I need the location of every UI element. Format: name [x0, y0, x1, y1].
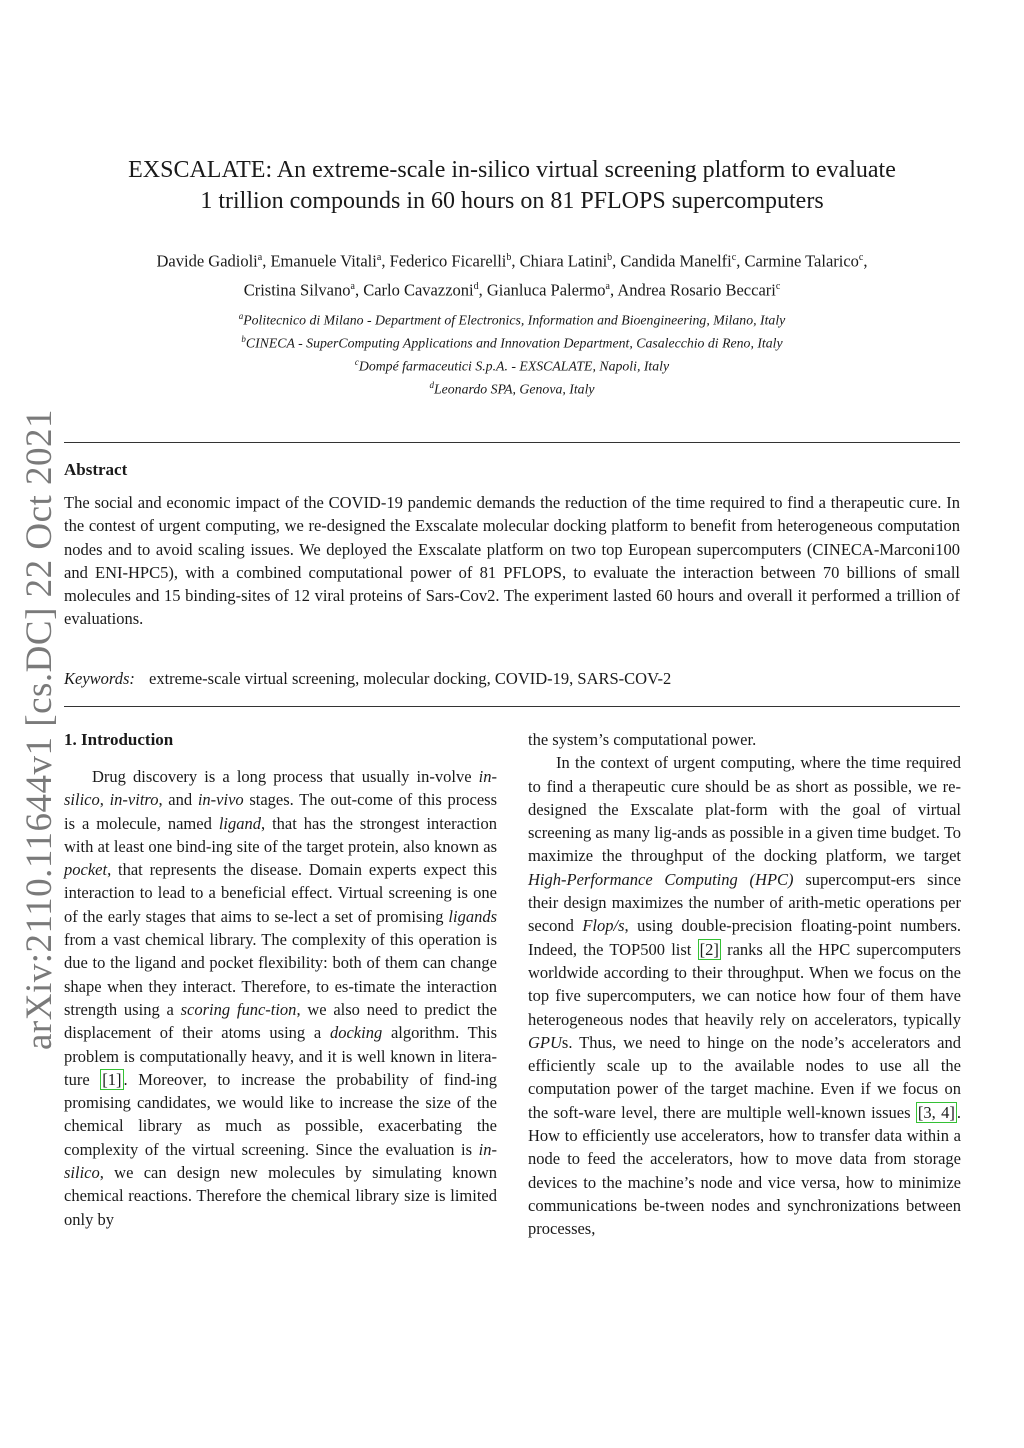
abstract-body: The social and economic impact of the COVID-19 pandemic demands the reduction of the time required to find a therapeutic cure. In the contest of urgent computing, we re-designed the Exscalate molecular docking platform to benefit from heterogeneous computation nodes and to avoid scaling issues. We deployed the Exscalate platform on two top European supercomputers (CINECA-Marconi100 and ENI-HPC5), with a combined computational power of 81 PFLOPS, to evaluate the interaction between 70 billions of small molecules and 15 binding-sites of 12 viral proteins of Sars-Cov2. The experiment lasted 60 hours and overall it performed a trillion of evaluations. — [64, 493, 960, 629]
author: Andrea Rosario Beccari — [617, 280, 776, 299]
paper-title — [64, 155, 960, 217]
abstract-top-rule — [64, 442, 960, 443]
intro-paragraph-1-continued: the system’s computational power. — [528, 730, 757, 749]
right-column — [528, 728, 961, 1241]
author: Federico Ficarelli — [389, 251, 507, 271]
author: Carlo Cavazzoni — [363, 280, 474, 299]
abstract-bottom-rule — [64, 706, 960, 707]
arxiv-identifier-stamp: arXiv:2110.11644v1 [cs.DC] 22 Oct 2021 — [19, 408, 60, 1050]
author: Davide Gadioli — [156, 251, 258, 271]
left-column — [64, 728, 497, 1231]
title-line-2: 1 trillion compounds in 60 hours on 81 PFLOPS supercomputers — [200, 188, 824, 214]
author-list — [56, 245, 968, 302]
author: Candida Manelfi — [620, 251, 732, 271]
title-line-1: EXSCALATE: An extreme-scale in-silico virtual screening platform to evaluate — [128, 157, 896, 183]
affiliation-list — [64, 307, 960, 399]
author: Emanuele Vitali — [270, 251, 377, 271]
section-heading-introduction: 1. Introduction — [64, 730, 174, 749]
keywords-label: Keywords: — [64, 669, 135, 688]
author-line-1: Davide Gadioli$^a$, Emanuele Vitali$^a$, Federico Ficarelli$^b$, Chiara Latini$^b$, Candida Manelfi$^c$, Carmine Talarico$^c$, — [156, 251, 868, 271]
keywords — [64, 667, 960, 690]
abstract-heading: Abstract — [64, 460, 128, 479]
intro-paragraph-1: Drug discovery is a long process that usually in-volve in-silico, in-vitro, and in-vivo stages. The out-come of this process is a molecule, named ligand, that has the strongest interaction with at least one bind-ing site of the target protein, also known as pocket, that represents the disease. Domain experts expect this interaction to lead to a beneficial effect. Virtual screening is one of the early stages that aims to se-lect a set of promising ligands from a vast chemical library. The complexity of this operation is due to the ligand and pocket flexibility: both of them can change shape when they interact. Therefore, to es-timate the interaction strength using a scoring func-tion, we also need to predict the displacement of their atoms using a docking algorithm. This problem is computationally heavy, and it is well known in litera-ture [1] . Moreover, to increase the probability of find-ing promising candidates, we would like to increase the size of the chemical library as much as possible, exacerbating the complexity of the virtual screening. Since the evaluation is in-silico, we can design new molecules by simulating known chemical reactions. Therefore the chemical library size is limited only by — [64, 767, 498, 1229]
affiliation-b: $^b$CINECA - SuperComputing Applications and Innovation Department, Casalecchio di Reno, Italy — [241, 334, 783, 351]
citation-link[interactable]: [2] — [699, 939, 719, 959]
author: Cristina Silvano — [243, 280, 351, 299]
citation-link[interactable]: [3, 4] — [917, 1102, 955, 1122]
intro-paragraph-2: In the context of urgent computing, where the time required to find a therapeutic cure should be as short as possible, we re-designed the Exscalate plat-form with the goal of virtual screening as many lig-ands as possible in a given time budget. To maximize the throughput of the docking platform, we target High-Performance Computing (HPC) supercomput-ers since their design maximizes the number of arith-metic operations per second Flop/s, using double-precision floating-point numbers. Indeed, the TOP500 list [2] ranks all the HPC supercomputers worldwide according to their throughput. When we focus on the top five supercomputers, we can notice how four of them have heterogeneous nodes that heavily rely on accelerators, typically GPUs. Thus, we need to hinge on the node’s accelerators and efficiently scale up to the available nodes to use all the computation power of the target machine. Even if we focus on the soft-ware level, there are multiple well-known issues [3, 4] . How to efficiently use accelerators, how to transfer data within a node to feed the accelerators, how to move data from storage devices to the machine’s node and vice versa, how to minimize communications be-tween nodes and synchronizations between processes, — [528, 753, 961, 1239]
affiliation-c: $^c$Dompé farmaceutici S.p.A. - EXSCALATE, Napoli, Italy — [354, 357, 670, 374]
affiliation-a: $^a$Politecnico di Milano - Department of Electronics, Information and Bioengineering, Milano, Italy — [238, 311, 786, 328]
affiliation-d: $^d$Leonardo SPA, Genova, Italy — [429, 380, 595, 397]
author: Gianluca Palermo — [486, 280, 606, 299]
author: Chiara Latini — [519, 251, 608, 271]
author-line-2: Cristina Silvano$^a$, Carlo Cavazzoni$^d$, Gianluca Palermo$^a$, Andrea Rosario Beccari$^c$ — [243, 280, 781, 299]
author: Carmine Talarico — [744, 251, 859, 271]
citation-link[interactable]: [1] — [102, 1069, 122, 1089]
keywords-text: extreme-scale virtual screening, molecular docking, COVID-19, SARS-COV-2 — [149, 669, 672, 688]
